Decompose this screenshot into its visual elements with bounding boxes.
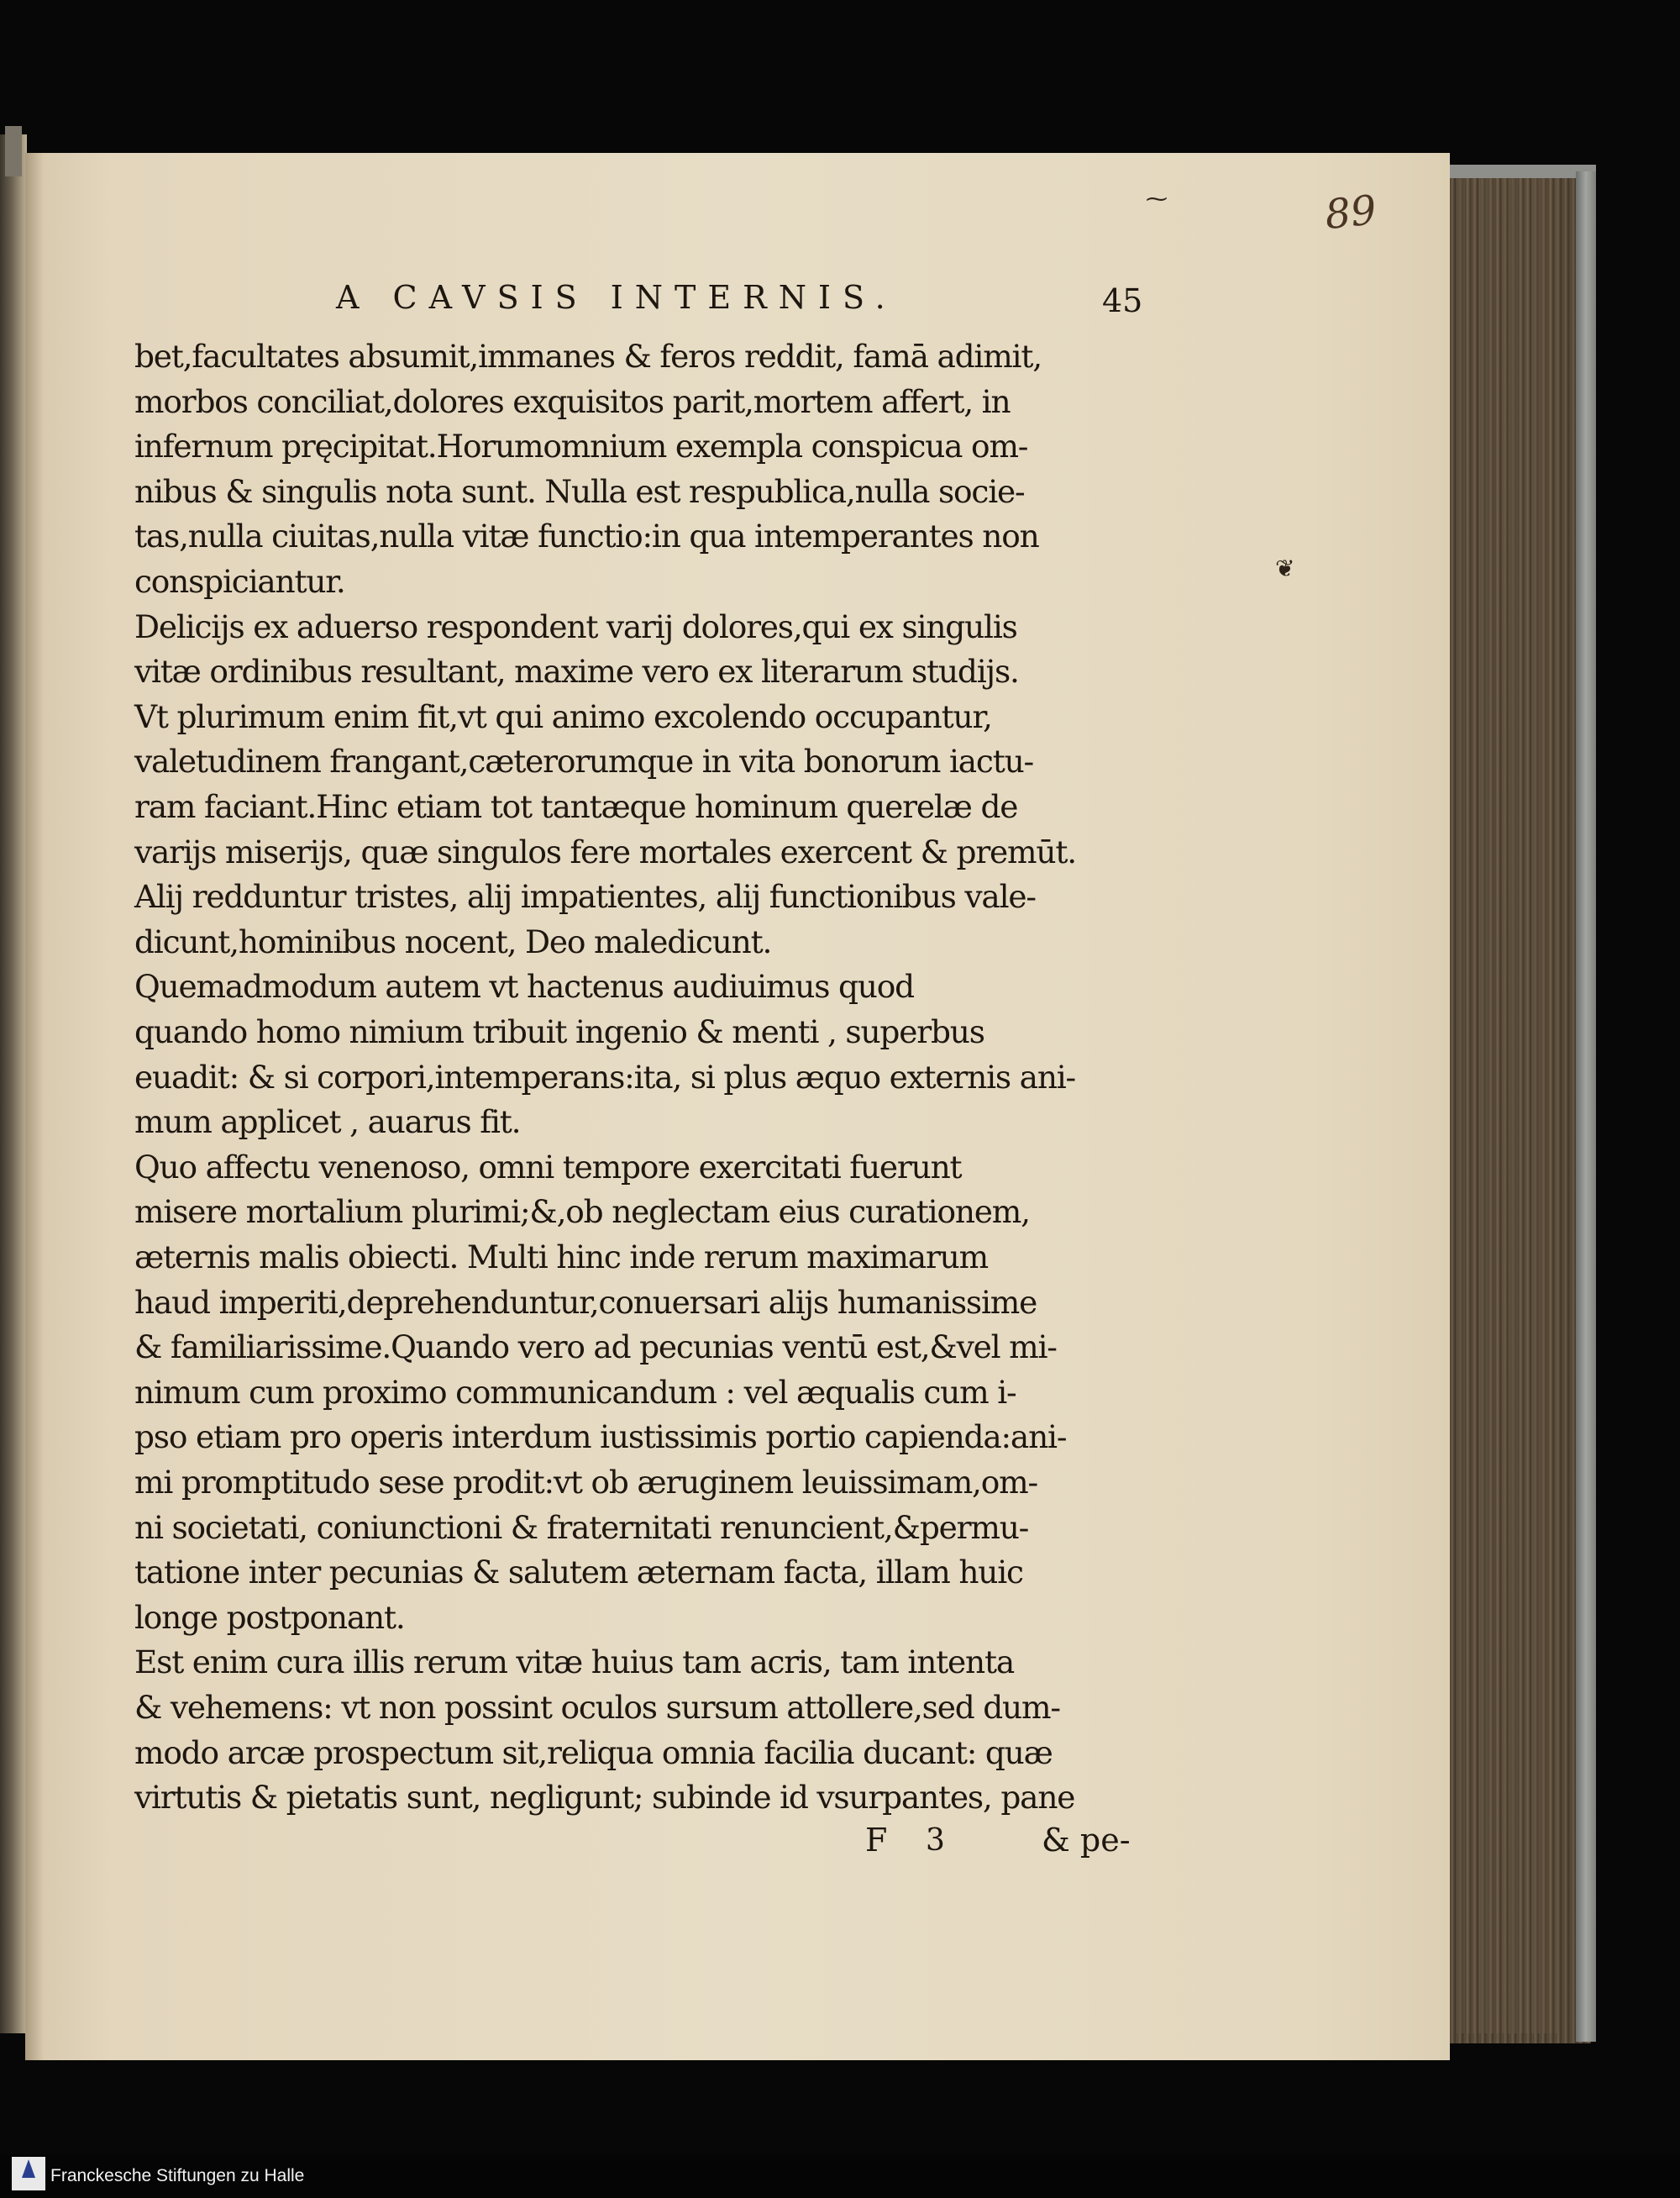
gutter-shadow [25,153,44,2060]
page-block-texture [1457,173,1557,2033]
binding-strap [5,126,22,176]
page-number: 45 [1102,282,1143,319]
text-line: euadit: & si corpori,intemperans:ita, si plus æquo externis ani- [134,1058,1076,1096]
catchword: & pe- [1042,1822,1131,1859]
text-line: valetudinem frangant,cæterorumque in vita bonorum iactu- [134,743,1034,781]
text-line: varijs miserijs, quæ singulos fere mortales exercent & premūt. [134,833,1076,870]
text-line: & familiarissime.Quando vero ad pecunias ventū est,&vel mi- [134,1328,1057,1366]
margin-mark-icon: ❦ [1275,555,1295,582]
text-line: Vt plurimum enim fit,vt qui animo excolendo occupantur, [134,697,992,735]
text-line: ram faciant.Hinc etiam tot tantæque hominum querelæ de [134,788,1018,825]
text-line: haud imperiti,deprehenduntur,conuersari alijs humanissime [134,1283,1037,1321]
institution-name: Franckesche Stiftungen zu Halle [50,2166,305,2185]
text-line: Est enim cura illis rerum vitæ huius tam acris, tam intenta [134,1643,1014,1681]
text-line: Delicijs ex aduerso respondent varij dolores,qui ex singulis [134,607,1017,645]
text-line: mum applicet , auarus fit. [134,1103,521,1141]
text-line: ni societati, coniunctioni & fraternitati renuncient,&permu- [134,1508,1029,1546]
text-line: Quo affectu venenoso, omni tempore exercitati fuerunt [134,1148,962,1186]
signature-number: 3 [926,1823,945,1858]
text-line: misere mortalium plurimi;&,ob neglectam eius curationem, [134,1193,1030,1231]
ink-mark-icon: ⁓ [1146,187,1168,212]
text-line: & vehemens: vt non possint oculos sursum attollere,sed dum- [134,1689,1060,1726]
text-line: æternis malis obiecti. Multi hinc inde rerum maximarum [134,1238,988,1275]
text-line: pso etiam pro operis interdum iustissimis portio capienda:ani- [134,1418,1067,1456]
handwritten-folio-number: 89 [1322,187,1379,239]
book-cover-edge [1576,171,1596,2042]
text-line: tas,nulla ciuitas,nulla vitæ functio:in qua intemperantes non [134,518,1039,555]
text-line: modo arcæ prospectum sit,reliqua omnia facilia ducant: quæ [134,1733,1053,1771]
cover-top-edge [1450,165,1596,178]
signature-mark: F [865,1822,888,1859]
running-head: A CAVSIS INTERNIS. [336,279,897,316]
facing-page-edge [0,134,27,2033]
text-line: tatione inter pecunias & salutem æternam facta, illam huic [134,1554,1023,1591]
text-line: nibus & singulis nota sunt. Nulla est respublica,nulla socie- [134,472,1025,510]
text-line: infernum pręcipitat.Horumomnium exempla conspicua om- [134,428,1028,465]
text-line: conspiciantur. [134,563,345,600]
text-line: nimum cum proximo communicandum : vel æqualis cum i- [134,1373,1016,1411]
text-line: virtutis & pietatis sunt, negligunt; subinde id vsurpantes, pane [134,1779,1075,1817]
text-line: Quemadmodum autem vt hactenus audiuimus quod [134,968,914,1006]
text-line: morbos conciliat,dolores exquisitos parit,mortem affert, in [134,382,1011,420]
text-line: Alij redduntur tristes, alij impatientes, alij functionibus vale- [134,878,1036,916]
text-line: longe postponant. [134,1598,405,1636]
text-line: quando homo nimium tribuit ingenio & menti , superbus [134,1013,984,1050]
text-line: dicunt,hominibus nocent, Deo maledicunt. [134,923,772,960]
text-line: bet,facultates absumit,immanes & feros reddit, famā adimit, [134,338,1042,375]
text-line: mi promptitudo sese prodit:vt ob æruginem leuissimam,om- [134,1464,1037,1501]
text-line: vitæ ordinibus resultant, maxime vero ex literarum studijs. [134,653,1019,691]
